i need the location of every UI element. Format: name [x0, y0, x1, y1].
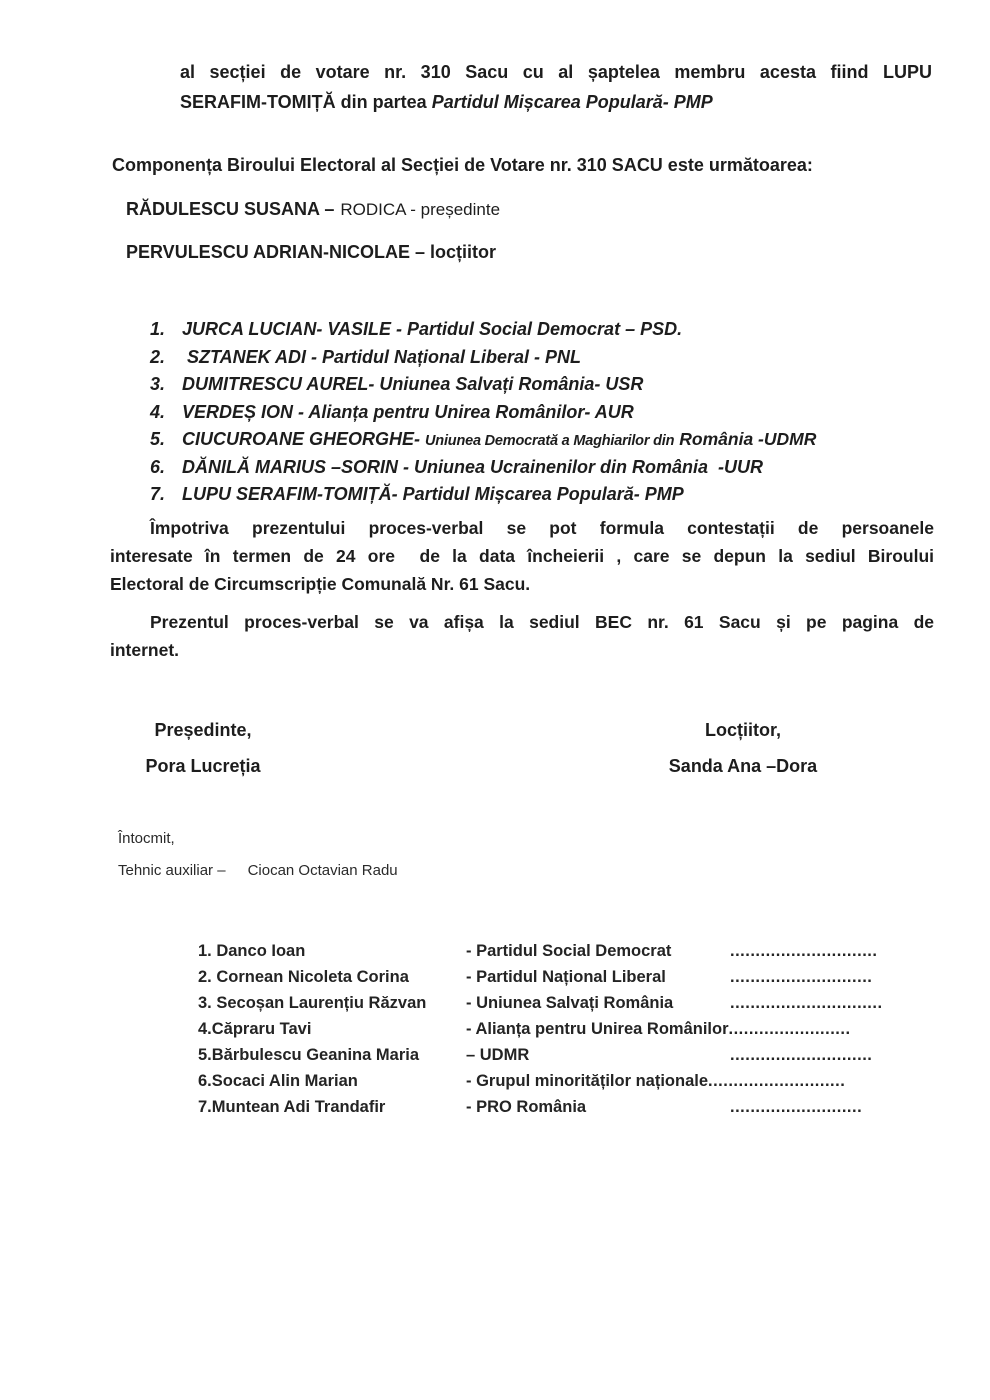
- aux-member-row: [198, 1068, 883, 1094]
- contest-line-1: Împotriva prezentului proces-verbal se pot formula contestații de persoanele: [150, 518, 934, 538]
- deputy-line: PERVULESCU ADRIAN-NICOLAE – locțiitor: [126, 242, 497, 262]
- contest-paragraph: [110, 514, 934, 598]
- member-item: [150, 316, 816, 344]
- technician-name: Ciocan Octavian Radu: [247, 862, 398, 879]
- member-text: VERDEȘ ION - Alianța pentru Unirea Românilor- AUR: [182, 401, 634, 422]
- aux-member-name: 6.Socaci Alin Marian: [198, 1072, 358, 1090]
- aux-member-row: [198, 1016, 883, 1042]
- member-list: [150, 316, 816, 509]
- president-name-rest: RODICA - președinte: [340, 200, 501, 219]
- member-text: SZTANEK ADI - Partidul Național Liberal - PNL: [182, 346, 582, 367]
- publish-line-1: Prezentul proces-verbal se va afișa la sediul BEC nr. 61 Sacu și pe pagina de: [150, 612, 934, 632]
- member-item: [150, 371, 816, 399]
- aux-member-name: 4.Căpraru Tavi: [198, 1020, 312, 1038]
- aux-member-row: [198, 990, 883, 1016]
- intro-paragraph: [180, 57, 932, 117]
- member-item: [150, 426, 816, 454]
- member-text: DUMITRESCU AUREL- Uniunea Salvați România- USR: [182, 374, 644, 394]
- aux-member-party: - Partidul Social Democrat: [466, 942, 672, 960]
- member-party-tail: România -UDMR: [679, 429, 817, 449]
- member-number: 2.: [150, 346, 166, 367]
- aux-member-row: [198, 938, 883, 964]
- intro-line-1: al secției de votare nr. 310 Sacu cu al șaptelea membru acesta fiind LUPU: [180, 62, 932, 82]
- aux-member-row: [198, 1042, 883, 1068]
- intro-line-2: [180, 87, 932, 117]
- signature-dots: ............................: [730, 968, 873, 986]
- aux-member-name: 3. Secoșan Laurențiu Răzvan: [198, 994, 427, 1012]
- aux-member-name: 2. Cornean Nicoleta Corina: [198, 968, 409, 986]
- member-party-narrow: Uniunea Democrată a Maghiarilor din: [425, 433, 675, 449]
- intro-line-2-party-name: Partidul Mișcarea Populară- PMP: [431, 92, 713, 112]
- signature-deputy: [653, 720, 833, 777]
- aux-member-party: - Partidul Național Liberal: [466, 968, 666, 986]
- signature-dots: ..............................: [730, 994, 883, 1012]
- deputy-signature-name: Sanda Ana –Dora: [668, 756, 818, 776]
- member-text: JURCA LUCIAN- VASILE - Partidul Social Democrat – PSD.: [182, 319, 683, 339]
- intro-line-2-regular: SERAFIM-TOMIȚĂ din partea: [180, 92, 432, 112]
- aux-member-row: [198, 964, 883, 990]
- aux-member-row: [198, 1094, 883, 1120]
- president-line: [126, 199, 500, 220]
- publish-line-2: internet.: [110, 640, 180, 660]
- member-text: [182, 426, 816, 454]
- aux-member-party: - Uniunea Salvați România: [466, 994, 674, 1012]
- member-item: [150, 344, 816, 372]
- member-name: CIUCUROANE GHEORGHE-: [182, 429, 421, 449]
- president-name-bold: RĂDULESCU SUSANA –: [126, 199, 335, 219]
- signature-dots: ............................: [730, 1046, 873, 1064]
- signature-dots: ........................: [728, 1020, 851, 1038]
- signature-president: [113, 720, 293, 777]
- aux-member-party: – UDMR: [466, 1046, 530, 1064]
- member-item: [150, 399, 816, 427]
- member-number: 7.: [150, 484, 166, 504]
- member-number: 4.: [150, 401, 166, 422]
- aux-member-party: - Alianța pentru Unirea Românilor: [466, 1020, 729, 1038]
- member-number: 3.: [150, 374, 166, 394]
- composition-heading: Componența Biroului Electoral al Secției de Votare nr. 310 SACU este următoarea:: [112, 155, 813, 175]
- aux-member-name: 7.Muntean Adi Trandafir: [198, 1098, 386, 1116]
- president-signature-name: Pora Lucreția: [145, 756, 261, 776]
- contest-line-2: interesate în termen de 24 ore de la data încheierii , care se depun la sediul Biroului: [110, 546, 934, 566]
- deputy-signature-label: Locțiitor,: [705, 720, 781, 740]
- aux-member-party: - PRO România: [466, 1098, 587, 1116]
- signature-dots: .............................: [730, 942, 878, 960]
- aux-member-name: 5.Bărbulescu Geanina Maria: [198, 1046, 420, 1064]
- aux-member-name: 1. Danco Ioan: [198, 942, 306, 960]
- auxiliary-member-list: [198, 938, 883, 1120]
- technician-line: [118, 862, 398, 879]
- signature-dots: ...........................: [708, 1072, 846, 1090]
- president-signature-label: Președinte,: [154, 720, 252, 740]
- prepared-label: Întocmit,: [118, 830, 175, 847]
- aux-member-party: - Grupul minorităților naționale: [466, 1072, 709, 1090]
- member-number: 6.: [150, 456, 166, 477]
- member-item: [150, 481, 816, 509]
- member-number: 1.: [150, 319, 166, 339]
- signature-dots: ..........................: [730, 1098, 863, 1116]
- member-item: [150, 454, 816, 482]
- technician-label: Tehnic auxiliar –: [118, 862, 226, 879]
- publish-paragraph: [110, 608, 934, 664]
- member-text: LUPU SERAFIM-TOMIȚĂ- Partidul Mișcarea Populară- PMP: [182, 484, 684, 504]
- member-text: DĂNILĂ MARIUS –SORIN - Uniunea Ucrainenilor din România -UUR: [182, 456, 764, 477]
- member-number: 5.: [150, 429, 166, 449]
- contest-line-3: Electoral de Circumscripție Comunală Nr. 61 Sacu.: [110, 574, 531, 594]
